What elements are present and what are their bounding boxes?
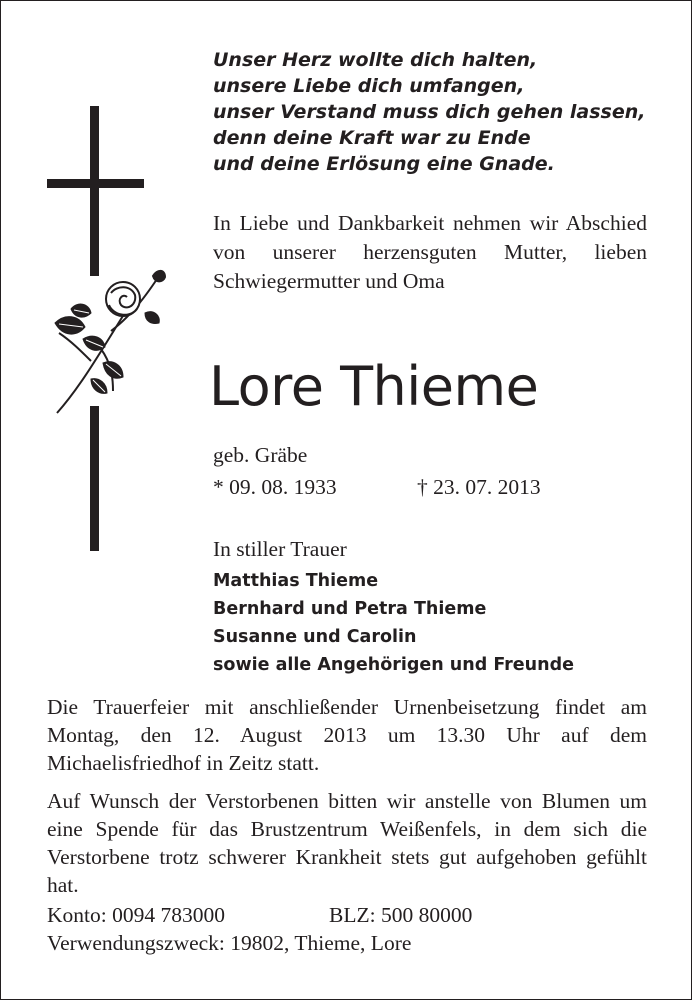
poem-line: und deine Erlösung eine Gnade.	[213, 153, 555, 175]
cross-icon	[41, 101, 171, 551]
death-date: † 23. 07. 2013	[417, 475, 541, 499]
ceremony-text: Die Trauerfeier mit anschließender Urnenbeisetzung findet am Montag, den 12. August 2013 um 13.30 Uhr auf dem Michaelisfriedhof in Zeitz statt.	[47, 695, 647, 775]
maiden-name: geb. Gräbe	[213, 443, 308, 467]
mourner-name: Matthias Thieme	[213, 571, 379, 591]
poem	[213, 47, 653, 177]
poem-line: unser Verstand muss dich gehen lassen,	[213, 101, 646, 123]
payment-reference: Verwendungszweck: 19802, Thieme, Lore	[47, 931, 412, 955]
bank-blz: BLZ: 500 80000	[329, 903, 473, 927]
mourner-name: Bernhard und Petra Thieme	[213, 599, 487, 619]
poem-line: denn deine Kraft war zu Ende	[213, 127, 531, 149]
deceased-name: Lore Thieme	[209, 355, 539, 418]
rose-icon	[57, 271, 165, 413]
bank-account: Konto: 0094 783000	[47, 903, 225, 927]
mourning-label: In stiller Trauer	[213, 537, 347, 561]
poem-line: Unser Herz wollte dich halten,	[213, 49, 538, 71]
mourner-name: sowie alle Angehörigen und Freunde	[213, 655, 574, 675]
mourners-list	[213, 567, 574, 679]
intro-text: In Liebe und Dankbarkeit nehmen wir Abschied von unserer herzensguten Mutter, lieben Schwiegermutter und Oma	[213, 211, 647, 293]
mourner-name: Susanne und Carolin	[213, 627, 417, 647]
donation-text: Auf Wunsch der Verstorbenen bitten wir anstelle von Blumen um eine Spende für das Brustzentrum Weißenfels, in dem sich die Verstorbene trotz schwerer Krankheit stets gut aufgehoben gefühlt hat.	[47, 789, 647, 897]
birth-date: * 09. 08. 1933	[213, 475, 337, 499]
poem-line: unsere Liebe dich umfangen,	[213, 75, 525, 97]
